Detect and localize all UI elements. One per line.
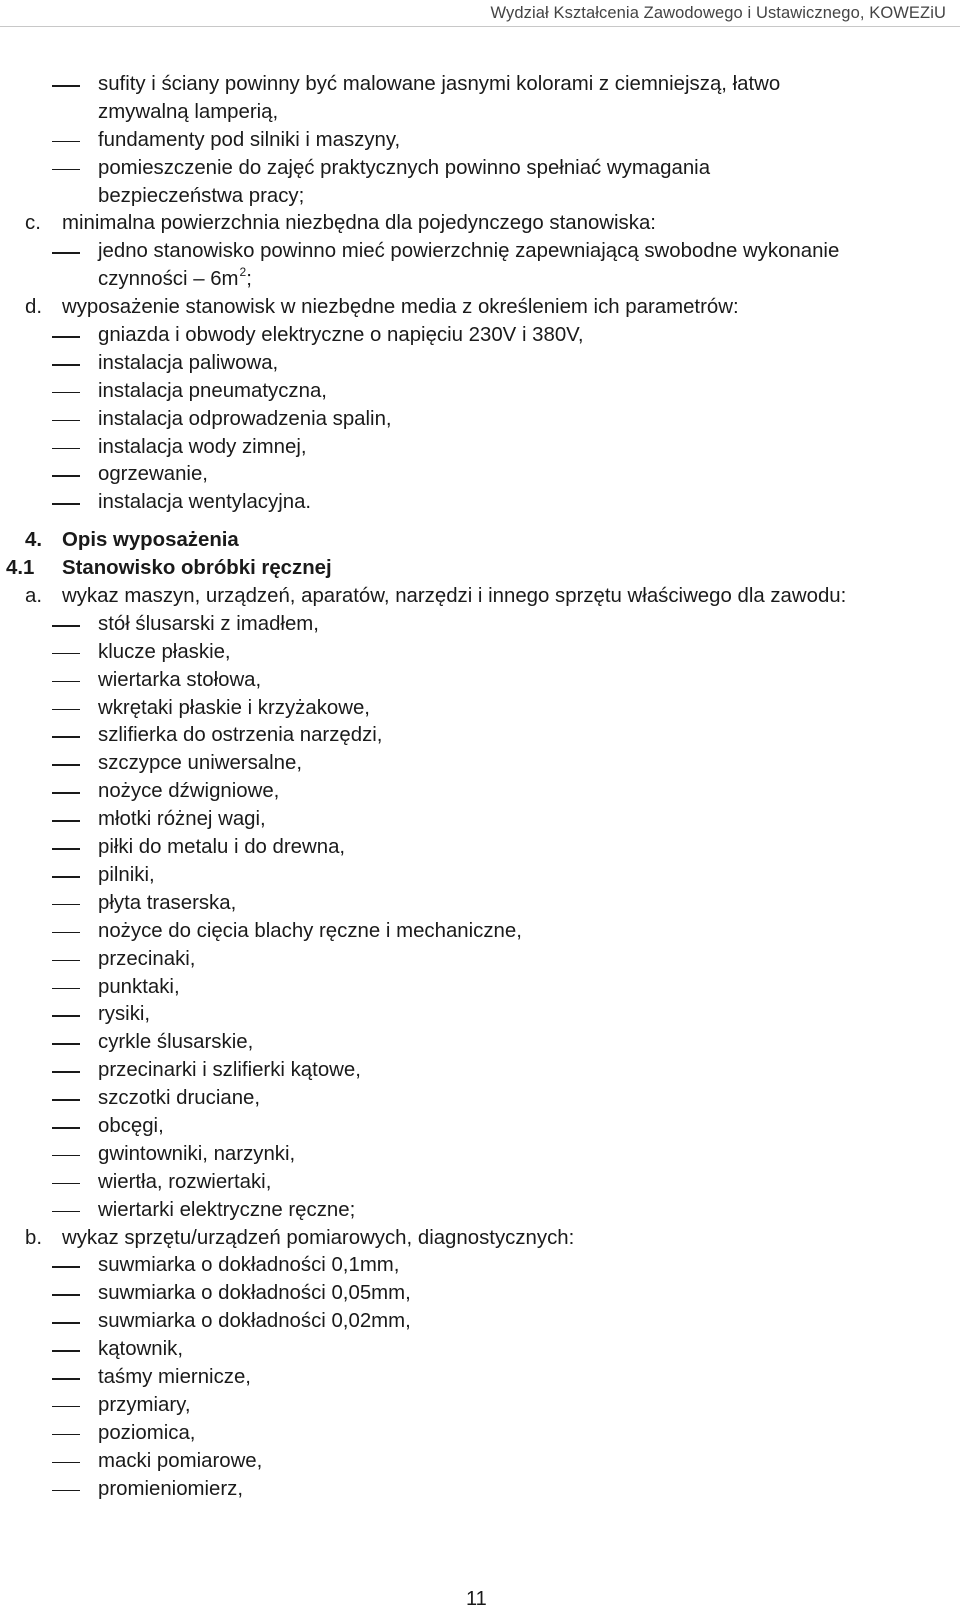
dash-bullet bbox=[52, 169, 80, 171]
subsection-text: wykaz sprzętu/urządzeń pomiarowych, diagnostycznych: bbox=[62, 1226, 575, 1249]
dash-bullet bbox=[52, 1155, 80, 1157]
list-item-text: płyta traserska, bbox=[98, 891, 237, 914]
list-item-text: jedno stanowisko powinno mieć powierzchnię zapewniającą swobodne wykonanie bbox=[98, 240, 840, 263]
list-item bbox=[0, 695, 960, 723]
section-number: 4. bbox=[25, 529, 43, 552]
subsection-label: a. bbox=[25, 585, 43, 608]
list-item-text: instalacja wody zimnej, bbox=[98, 435, 307, 458]
list-item bbox=[0, 778, 960, 806]
list-item bbox=[0, 1057, 960, 1085]
section-number: 4.1 bbox=[6, 557, 35, 580]
list-item-text: piłki do metalu i do drewna, bbox=[98, 836, 346, 859]
subsection-label: b. bbox=[25, 1226, 43, 1249]
section-title: Stanowisko obróbki ręcznej bbox=[62, 557, 332, 580]
list-item-text: szczotki druciane, bbox=[98, 1087, 261, 1110]
list-item bbox=[0, 1085, 960, 1113]
subsection-label: d. bbox=[25, 296, 43, 319]
dash-bullet bbox=[52, 475, 80, 477]
list-item bbox=[0, 1169, 960, 1197]
dash-bullet bbox=[52, 1266, 80, 1268]
list-item-text: pomieszczenie do zajęć praktycznych powinno spełniać wymagania bbox=[98, 156, 711, 179]
list-item-text: gniazda i obwody elektryczne o napięciu 230V i 380V, bbox=[98, 324, 584, 347]
dash-bullet bbox=[52, 792, 80, 794]
list-item-text: suwmiarka o dokładności 0,1mm, bbox=[98, 1254, 400, 1277]
list-item-text: punktaki, bbox=[98, 975, 180, 998]
list-item bbox=[0, 1113, 960, 1141]
dash-bullet bbox=[52, 736, 80, 738]
dash-bullet bbox=[52, 932, 80, 934]
list-item-text: przymiary, bbox=[98, 1393, 191, 1416]
measurement-list bbox=[0, 1252, 960, 1503]
list-item-text: wiertarka stołowa, bbox=[98, 668, 262, 691]
subsection-a bbox=[0, 583, 960, 611]
list-item bbox=[0, 974, 960, 1002]
list-item-continuation bbox=[0, 183, 960, 211]
list-item-text: instalacja wentylacyjna. bbox=[98, 491, 312, 514]
area-end: ; bbox=[246, 268, 252, 291]
subsection-text: wykaz maszyn, urządzeń, aparatów, narzędzi i innego sprzętu właściwego dla zawodu: bbox=[62, 585, 847, 608]
list-item-text: pilniki, bbox=[98, 863, 155, 886]
list-item-text: zmywalną lamperią, bbox=[98, 100, 279, 123]
list-item-text: bezpieczeństwa pracy; bbox=[98, 184, 305, 207]
list-item-text: cyrkle ślusarskie, bbox=[98, 1031, 254, 1054]
area-text: czynności – 6m bbox=[98, 268, 239, 291]
list-item-text: macki pomiarowe, bbox=[98, 1449, 263, 1472]
list-item-text: poziomica, bbox=[98, 1421, 196, 1444]
list-item-text: instalacja pneumatyczna, bbox=[98, 379, 327, 402]
dash-bullet bbox=[52, 1350, 80, 1352]
dash-bullet bbox=[52, 364, 80, 366]
list-item-text bbox=[98, 266, 252, 296]
dash-bullet bbox=[52, 1322, 80, 1324]
list-item bbox=[0, 750, 960, 778]
list-item-text: gwintowniki, narzynki, bbox=[98, 1142, 296, 1165]
list-item-text: promieniomierz, bbox=[98, 1477, 244, 1500]
subsection-label: c. bbox=[25, 212, 41, 235]
list-item bbox=[0, 238, 960, 266]
list-item-text: klucze płaskie, bbox=[98, 640, 231, 663]
dash-bullet bbox=[52, 503, 80, 505]
dash-bullet bbox=[52, 1071, 80, 1073]
list-item bbox=[0, 1420, 960, 1448]
list-item bbox=[0, 1476, 960, 1504]
list-item-text: instalacja paliwowa, bbox=[98, 351, 279, 374]
subsection-c bbox=[0, 210, 960, 238]
list-item bbox=[0, 1001, 960, 1029]
dash-bullet bbox=[52, 1183, 80, 1185]
list-item bbox=[0, 639, 960, 667]
list-item bbox=[0, 611, 960, 639]
list-item bbox=[0, 1029, 960, 1057]
list-item bbox=[0, 1280, 960, 1308]
list-item bbox=[0, 1141, 960, 1169]
list-item bbox=[0, 834, 960, 862]
section-heading-4-1 bbox=[0, 555, 960, 583]
page-content bbox=[0, 71, 960, 1503]
subsection-b bbox=[0, 1225, 960, 1253]
dash-bullet bbox=[52, 336, 80, 338]
dash-bullet bbox=[52, 1490, 80, 1492]
list-item-text: wiertarki elektryczne ręczne; bbox=[98, 1198, 356, 1221]
list-item-text: sufity i ściany powinny być malowane jasnymi kolorami z ciemniejszą, łatwo bbox=[98, 73, 781, 95]
list-item-text: fundamenty pod silniki i maszyny, bbox=[98, 128, 401, 151]
list-item-text: nożyce dźwigniowe, bbox=[98, 780, 280, 803]
list-item bbox=[0, 1364, 960, 1392]
section-title: Opis wyposażenia bbox=[62, 529, 239, 552]
dash-bullet bbox=[52, 1294, 80, 1296]
list-item-text: szlifierka do ostrzenia narzędzi, bbox=[98, 724, 383, 747]
area-superscript: 2 bbox=[239, 265, 247, 280]
list-item bbox=[0, 1448, 960, 1476]
spacer bbox=[0, 517, 960, 527]
list-item bbox=[0, 155, 960, 183]
dash-bullet bbox=[52, 653, 80, 655]
list-item-continuation bbox=[0, 266, 960, 294]
dash-bullet bbox=[52, 848, 80, 850]
dash-bullet bbox=[52, 960, 80, 962]
page-number: 11 bbox=[466, 1588, 487, 1610]
dash-bullet bbox=[52, 1406, 80, 1408]
list-item bbox=[0, 322, 960, 350]
dash-bullet bbox=[52, 141, 80, 143]
dash-bullet bbox=[52, 252, 80, 254]
subsection-text: wyposażenie stanowisk w niezbędne media z określeniem ich parametrów: bbox=[62, 296, 739, 319]
dash-bullet bbox=[52, 448, 80, 450]
list-item bbox=[0, 1252, 960, 1280]
list-item bbox=[0, 489, 960, 517]
dash-bullet bbox=[52, 820, 80, 822]
list-item bbox=[0, 890, 960, 918]
dash-bullet bbox=[52, 85, 80, 87]
dash-bullet bbox=[52, 392, 80, 394]
dash-bullet bbox=[52, 1434, 80, 1436]
dash-bullet bbox=[52, 1015, 80, 1017]
list-item-text: wkrętaki płaskie i krzyżakowe, bbox=[98, 696, 370, 719]
dash-bullet bbox=[52, 1043, 80, 1045]
list-item-text: szczypce uniwersalne, bbox=[98, 752, 302, 775]
list-item bbox=[0, 862, 960, 890]
dash-bullet bbox=[52, 709, 80, 711]
list-item-text: obcęgi, bbox=[98, 1114, 164, 1137]
list-item bbox=[0, 350, 960, 378]
header-rule bbox=[0, 26, 960, 27]
list-item-text: wiertła, rozwiertaki, bbox=[98, 1170, 272, 1193]
list-item-text: instalacja odprowadzenia spalin, bbox=[98, 407, 392, 430]
list-item bbox=[0, 127, 960, 155]
list-item bbox=[0, 1308, 960, 1336]
list-item-text: taśmy miernicze, bbox=[98, 1365, 251, 1388]
dash-bullet bbox=[52, 764, 80, 766]
dash-bullet bbox=[52, 681, 80, 683]
section-heading-4 bbox=[0, 527, 960, 555]
list-item bbox=[0, 1197, 960, 1225]
dash-bullet bbox=[52, 1099, 80, 1101]
list-item-text: kątownik, bbox=[98, 1338, 183, 1361]
tools-list bbox=[0, 611, 960, 1225]
list-item bbox=[0, 918, 960, 946]
media-list bbox=[0, 322, 960, 517]
list-item-continuation bbox=[0, 99, 960, 127]
list-item bbox=[0, 722, 960, 750]
dash-bullet bbox=[52, 988, 80, 990]
subsection-text: minimalna powierzchnia niezbędna dla pojedynczego stanowiska: bbox=[62, 212, 656, 235]
list-item bbox=[0, 667, 960, 695]
dash-bullet bbox=[52, 625, 80, 627]
dash-bullet bbox=[52, 904, 80, 906]
list-item bbox=[0, 434, 960, 462]
dash-bullet bbox=[52, 1378, 80, 1380]
running-header: Wydział Kształcenia Zawodowego i Ustawicznego, KOWEZiU bbox=[490, 4, 946, 22]
list-item bbox=[0, 378, 960, 406]
dash-bullet bbox=[52, 876, 80, 878]
dash-bullet bbox=[52, 420, 80, 422]
dash-bullet bbox=[52, 1211, 80, 1213]
list-item bbox=[0, 1392, 960, 1420]
list-item-text: suwmiarka o dokładności 0,05mm, bbox=[98, 1282, 411, 1305]
list-item-text: stół ślusarski z imadłem, bbox=[98, 612, 319, 635]
list-item-text: rysiki, bbox=[98, 1003, 151, 1026]
list-item-text: młotki różnej wagi, bbox=[98, 808, 266, 831]
list-item bbox=[0, 461, 960, 489]
dash-bullet bbox=[52, 1462, 80, 1464]
list-item-text: ogrzewanie, bbox=[98, 463, 208, 486]
list-item bbox=[0, 406, 960, 434]
list-item-text: nożyce do cięcia blachy ręczne i mechaniczne, bbox=[98, 919, 522, 942]
list-item bbox=[0, 946, 960, 974]
list-item-text: przecinarki i szlifierki kątowe, bbox=[98, 1059, 361, 1082]
list-item-text: suwmiarka o dokładności 0,02mm, bbox=[98, 1310, 411, 1333]
list-item bbox=[0, 71, 960, 99]
list-item bbox=[0, 806, 960, 834]
dash-bullet bbox=[52, 1127, 80, 1129]
subsection-d bbox=[0, 294, 960, 322]
list-item-text: przecinaki, bbox=[98, 947, 196, 970]
list-item bbox=[0, 1336, 960, 1364]
